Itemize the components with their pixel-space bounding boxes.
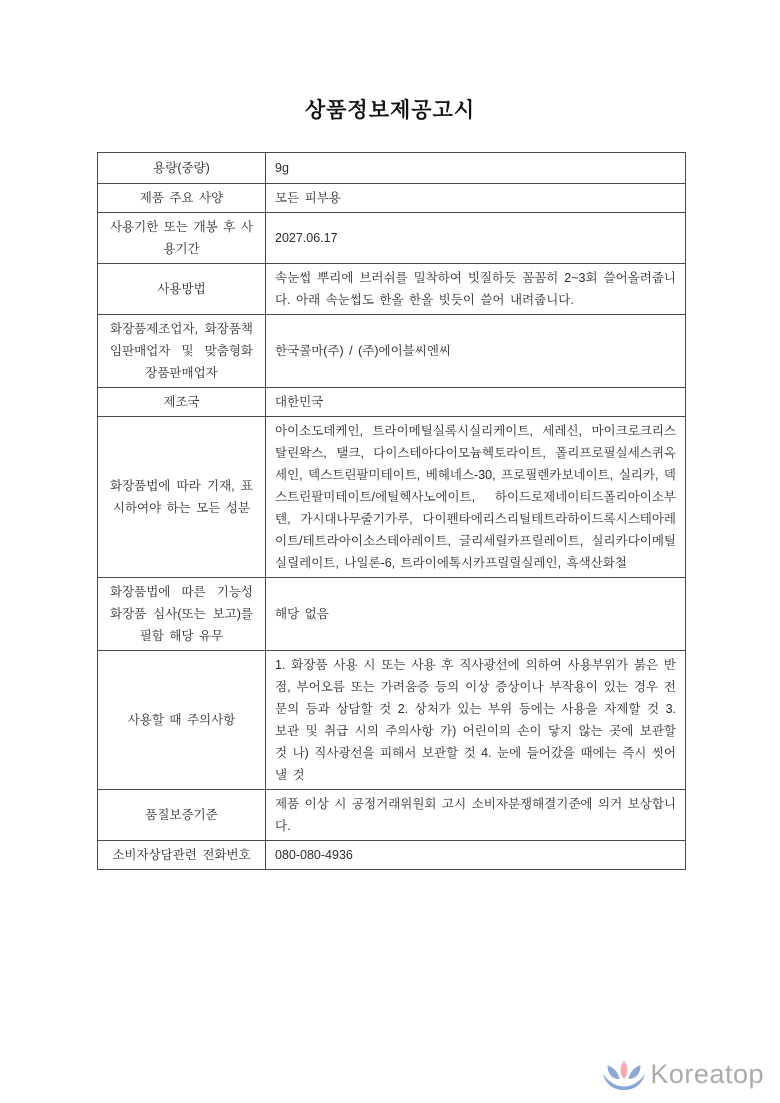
row-manufacturer [98,315,686,388]
lotus-flower-icon [602,1058,646,1091]
row-expiry [98,213,686,264]
row-ingredients [98,417,686,578]
koreatop-logo [602,1058,764,1091]
row-customer-service [98,841,686,870]
row-ingredients-label: 화장품법에 따라 기재, 표시하여야 하는 모든 성분 [98,417,266,578]
row-precautions-value: 1. 화장품 사용 시 또는 사용 후 직사광선에 의하여 사용부위가 붉은 반점, 부어오름 또는 가려움증 등의 이상 증상이나 부작용이 있는 경우 전문의 등과 상담할 것 2. 상처가 있는 부위 등에는 사용을 자제할 것 3. 보관 및 취급 시의 주의사항 가) 어린이의 손이 닿지 않는 곳에 보관할 것 나) 직사광선을 피해서 보관할 것 4. 눈에 들어갔을 때에는 즉시 씻어낼 것 [266,651,686,790]
row-customer-service-label: 소비자상담관련 전화번호 [98,841,266,870]
row-quality-assurance [98,790,686,841]
row-capacity-value: 9g [266,153,686,184]
row-usage-value: 속눈썹 뿌리에 브러쉬를 밀착하여 빗질하듯 꼼꼼히 2~3회 쓸어올려줍니다. 아래 속눈썹도 한올 한올 빗듯이 쓸어 내려줍니다. [266,264,686,315]
row-quality-assurance-value: 제품 이상 시 공정거래위원회 고시 소비자분쟁해결기준에 의거 보상합니다. [266,790,686,841]
row-precautions [98,651,686,790]
row-functional-review-label: 화장품법에 따른 기능성 화장품 심사(또는 보고)를 필함 해당 유무 [98,578,266,651]
row-product-spec-value: 모든 피부용 [266,184,686,213]
row-product-spec [98,184,686,213]
row-capacity-label: 용량(중량) [98,153,266,184]
row-precautions-label: 사용할 때 주의사항 [98,651,266,790]
row-expiry-label: 사용기한 또는 개봉 후 사용기간 [98,213,266,264]
row-country-of-origin [98,388,686,417]
row-expiry-value: 2027.06.17 [266,213,686,264]
logo-text: Koreatop [650,1059,764,1089]
row-usage-label: 사용방법 [98,264,266,315]
row-country-of-origin-label: 제조국 [98,388,266,417]
row-manufacturer-value: 한국콜마(주) / (주)에이블씨엔씨 [266,315,686,388]
row-ingredients-value: 아이소도데케인, 트라이메틸실록시실리케이트, 세레신, 마이크로크리스탈린왁스, 탤크, 다이스테아다이모늄헥토라이트, 폴리프로필실세스퀴옥세인, 덱스트린팔미테이트, 베헤네스-30, 프로필렌카보네이트, 실리카, 덱스트린팔미테이트/에틸헥사노에이트, 하이드로제네이티드폴리아이소부텐, 가시대나무줄기가루, 다이펜타에리스리틸테트라하이드록시스테아레이트/테트라아이소스테아레이트, 글리세릴카프릴레이트, 실리카다이메틸실릴레이트, 나일론-6, 트라이에톡시카프릴릴실레인, 흑색산화철 [266,417,686,578]
row-capacity [98,153,686,184]
row-functional-review-value: 해당 없음 [266,578,686,651]
row-manufacturer-label: 화장품제조업자, 화장품책임판매업자 및 맞춤형화장품판매업자 [98,315,266,388]
row-functional-review [98,578,686,651]
page-title: 상품정보제공고시 [304,99,476,122]
row-usage [98,264,686,315]
product-info-table [97,152,686,870]
row-country-of-origin-value: 대한민국 [266,388,686,417]
row-customer-service-value: 080-080-4936 [266,841,686,870]
row-product-spec-label: 제품 주요 사양 [98,184,266,213]
row-quality-assurance-label: 품질보증기준 [98,790,266,841]
